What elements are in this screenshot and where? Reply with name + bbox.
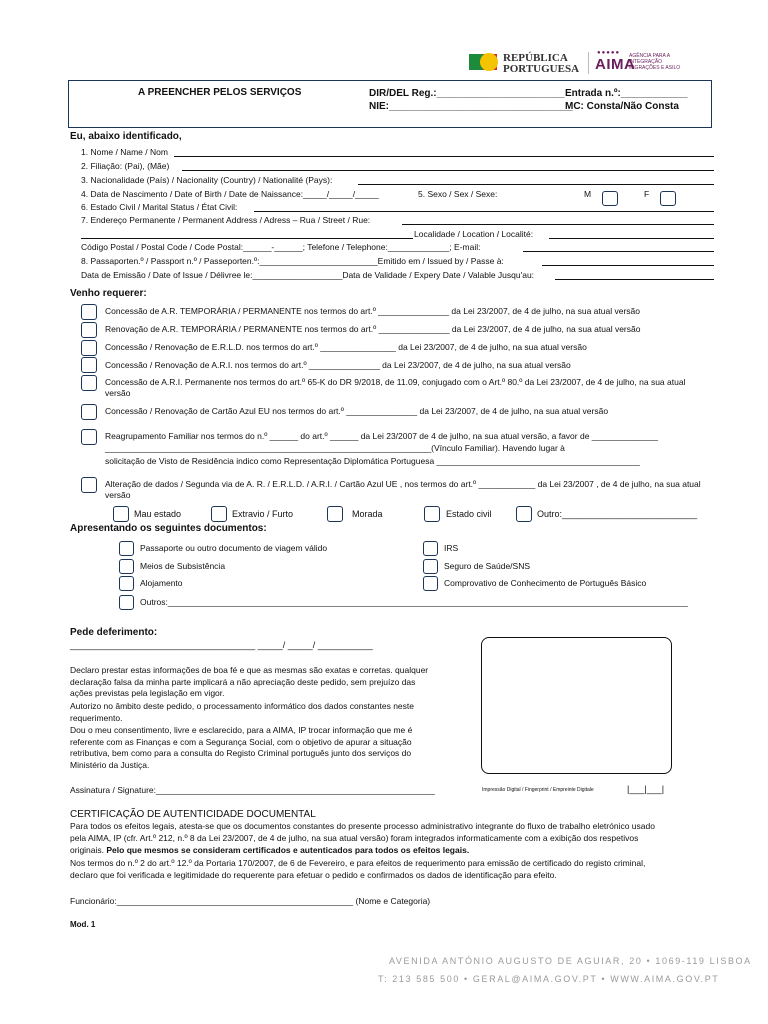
expiry-line[interactable] (555, 279, 714, 280)
footer-address: AVENIDA ANTÓNIO AUGUSTO DE AGUIAR, 20 • 1069-119 LISBOA (389, 956, 752, 966)
doc-passport-label: Passaporte ou outro documento de viagem válido (140, 543, 328, 553)
certification-para1-line1: Para todos os efeitos legais, atesta-se que os documentos constantes do presente processo administrativo integrante do fluxo de trabalho eletrónico usado (70, 821, 655, 831)
doc-passport-checkbox[interactable] (119, 541, 134, 556)
request-checkbox-4[interactable] (81, 357, 97, 373)
sex-label: 5. Sexo / Sex / Sexe: (418, 189, 498, 199)
doc-portugues-label: Comprovativo de Conhecimento de Português Básico (444, 578, 647, 588)
postal-phone-email-label[interactable]: Código Postal / Postal Code / Code Postal:______-______; Telefone / Telephone:_____________; E-mail: (81, 242, 481, 252)
documents-heading: Apresentando os seguintes documentos: (70, 523, 267, 534)
certification-originals: originais. (70, 845, 107, 855)
reagrupamento-checkbox[interactable] (81, 429, 97, 445)
locality-line[interactable] (549, 238, 714, 239)
reason-morada-checkbox[interactable] (327, 506, 343, 522)
address-line-2[interactable] (81, 238, 413, 239)
passport-label[interactable]: 8. Passaporten.º / Passport n.º / Passeporten.º:_________________________Emitido em / Issued by / Passe à: (81, 256, 504, 266)
aima-dots-icon: ●●●●● (597, 50, 621, 56)
republica-line1: REPÚBLICA (503, 52, 568, 64)
doc-subsistencia-label: Meios de Subsistência (140, 561, 226, 571)
filiation-line[interactable] (182, 170, 714, 171)
deferimento-date-line[interactable]: _____________________________________ _____/ _____/ ___________ (70, 640, 373, 650)
logo-divider (588, 52, 589, 74)
alteracao-text[interactable]: Alteração de dados / Segunda via de A. R. / E.R.L.D. / A.R.I. / Cartão Azul UE , nos termos do art.º ____________ da Lei 23/2007 , de 4 de julho, na sua atual versão (105, 479, 701, 500)
sex-m-checkbox[interactable] (602, 191, 618, 206)
doc-alojamento-checkbox[interactable] (119, 576, 134, 591)
certification-para2-line1: Nos termos do n.º 2 do art.º 12.º da Portaria 170/2007, de 6 de Fevereiro, e para efeitos de requerimento para emissão de certificado do registo criminal, (70, 858, 646, 868)
footer-contacts: T: 213 585 500 • GERAL@AIMA.GOV.PT • WWW.AIMA.GOV.PT (378, 974, 720, 984)
doc-outros-checkbox[interactable] (119, 595, 134, 610)
address-label: 7. Endereço Permanente / Permanent Address / Adress – Rua / Street / Rue: (81, 215, 371, 225)
sex-f-label: F (644, 189, 650, 199)
request-checkbox-1[interactable] (81, 304, 97, 320)
request-item-4: Concessão / Renovação de A.R.I. nos termos do art.º _______________ da Lei 23/2007, de 4 de julho, na sua atual versão (105, 360, 571, 370)
entrada-field[interactable]: Entrada n.º:____________ (565, 88, 688, 99)
doc-irs-label: IRS (444, 543, 459, 553)
mod-label: Mod. 1 (70, 920, 96, 929)
reason-outro-checkbox[interactable] (516, 506, 532, 522)
aima-wordmark: AIMA (595, 56, 636, 73)
nie-field[interactable]: NIE:_________________________________ (369, 101, 573, 112)
sex-m-label: M (584, 189, 592, 199)
issue-date-label[interactable]: Data de Emissão / Date of Issue / Délivree le:___________________Data de Validade / Expery Date / Valable Jusqu'au: (81, 270, 535, 280)
aima-tagline-1: AGÊNCIA PARA A (629, 53, 671, 59)
doc-irs-checkbox[interactable] (423, 541, 438, 556)
reason-outro-label[interactable]: Outro:___________________________ (537, 509, 698, 519)
fingerprint-mark: |___|___| (627, 784, 665, 794)
sex-f-checkbox[interactable] (660, 191, 676, 206)
doc-alojamento-label: Alojamento (140, 578, 183, 588)
reason-mau-estado-checkbox[interactable] (113, 506, 129, 522)
request-checkbox-3[interactable] (81, 340, 97, 356)
reason-mau-estado-label: Mau estado (134, 509, 182, 519)
name-label: 1. Nome / Name / Nom (81, 147, 168, 157)
reagrupamento-line-3[interactable]: solicitação de Visto de Residência indico como Representação Diplomática Portuguesa ___________________________________________ (105, 456, 640, 466)
certification-para2-line2: declaro que foi verificada e legitimidade do requerente para efetuar o pedido e confirmados os dados de identificação para efeito. (70, 870, 557, 880)
certification-para1-line3 (70, 845, 469, 855)
request-item-2: Renovação de A.R. TEMPORÁRIA / PERMANENTE nos termos do art.º _______________ da Lei 23/2007, de 4 de julho, na sua atual versão (105, 324, 641, 334)
alteracao-checkbox[interactable] (81, 477, 97, 493)
fingerprint-box[interactable] (481, 637, 672, 774)
certification-para1-line2: pela AIMA, IP (cfr. Art.º 212, n.º 8 da Lei 23/2007, de 4 de julho, na sua atual versão) foram integrados informaticamente com a exibição dos respetivos (70, 833, 639, 843)
reason-estado-civil-label: Estado civil (446, 509, 492, 519)
address-line[interactable] (402, 224, 714, 225)
doc-subsistencia-checkbox[interactable] (119, 559, 134, 574)
doc-portugues-checkbox[interactable] (423, 576, 438, 591)
consent-text: Dou o meu consentimento, livre e esclarecido, para a AIMA, IP trocar informação que me é referente com as Finanças e com a Segurança Social, com o objetivo de apurar a situação retributiva, bem como para a consulta do Registo Criminal português junto dos serviços do Ministério da Justiça. (70, 725, 413, 770)
nationality-label: 3. Nacionalidade (País) / Nacionality (Country) / Nationalité (Pays): (81, 175, 333, 185)
mc-field[interactable]: MC: Consta/Não Consta (565, 101, 679, 112)
aima-tagline-3: MIGRAÇÕES E ASILO (629, 65, 681, 71)
certification-bold-statement: Pelo que mesmos se consideram certificados e autenticados para todos os efeitos legais. (106, 845, 470, 855)
request-item-1: Concessão de A.R. TEMPORÁRIA / PERMANENTE nos termos do art.º _______________ da Lei 23/2007, de 4 de julho, na sua atual versão (105, 306, 640, 316)
declaration-text: Declaro prestar estas informações de boa fé e que as mesmas são exatas e corretas. qualquer declaração falsa da minha parte implicará a não apreciação deste pedido, sem prejuízo das ações previstas pela legislação em vigor. (70, 665, 429, 698)
fingerprint-caption: Impressão Digital / Fingerprint / Empreinte Digitale (482, 787, 594, 793)
certification-heading: CERTIFICAÇÃO DE AUTENTICIDADE DOCUMENTAL (70, 809, 316, 820)
birthdate-label[interactable]: 4. Data de Nascimento / Date of Birth / Date de Naissance:_____/_____/_____ (81, 189, 379, 199)
filiation-label: 2. Filiação: (Pai), (Mãe) (81, 161, 170, 171)
name-line[interactable] (174, 156, 714, 157)
marital-status-line[interactable] (254, 211, 714, 212)
signature-field[interactable]: Assinatura / Signature:___________________________________________________________ (70, 785, 435, 795)
aima-tagline-2: INTEGRAÇÃO (629, 59, 663, 65)
marital-status-label: 6. Estado Civil / Marital Status / État Civil: (81, 202, 238, 212)
issued-by-line[interactable] (542, 265, 714, 266)
request-item-5: Concessão de A.R.I. Permanente nos termos do art.º 65-K do DR 9/2018, de 11.09, conjugado com o Art.º 80.º da Lei 23/2007, de 4 de julho, na sua atual versão (105, 377, 686, 398)
nationality-line[interactable] (358, 184, 714, 185)
request-checkbox-2[interactable] (81, 322, 97, 338)
flag-sphere-icon (480, 53, 498, 71)
dir-del-field[interactable]: DIR/DEL Reg.:_______________________ (369, 88, 565, 99)
reason-extravio-checkbox[interactable] (211, 506, 227, 522)
reagrupamento-line-2[interactable]: _____________________________________________________________________(Vínculo Familiar). Havendo lugar à (105, 443, 565, 453)
reason-estado-civil-checkbox[interactable] (424, 506, 440, 522)
reason-extravio-label: Extravio / Furto (232, 509, 294, 519)
reason-morada-label: Morada (352, 509, 383, 519)
funcionario-field[interactable]: Funcionário:__________________________________________________ (Nome e Categoria) (70, 896, 431, 906)
request-item-3: Concessão / Renovação de E.R.L.D. nos termos do art.º ________________ da Lei 23/2007, de 4 de julho, na sua atual versão (105, 342, 587, 352)
doc-seguro-checkbox[interactable] (423, 559, 438, 574)
authorization-text: Autorizo no âmbito deste pedido, o processamento informático dos dados constantes neste requerimento. (70, 701, 414, 723)
doc-outros-label[interactable]: Outros:______________________________________________________________________________________________________________ (140, 597, 688, 607)
request-checkbox-5[interactable] (81, 375, 97, 391)
deferimento-heading: Pede deferimento: (70, 627, 158, 638)
doc-seguro-label: Seguro de Saúde/SNS (444, 561, 531, 571)
republica-line2: PORTUGUESA (503, 63, 580, 75)
request-checkbox-6[interactable] (81, 404, 97, 420)
request-item-6: Concessão / Renovação de Cartão Azul EU nos termos do art.º _______________ da Lei 23/2007, de 4 de julho, na sua atual versão (105, 406, 609, 416)
locality-label: Localidade / Location / Localité: (414, 229, 534, 239)
request-heading: Venho requerer: (70, 288, 147, 299)
identification-heading: Eu, abaixo identificado, (70, 131, 182, 142)
email-line[interactable] (523, 251, 714, 252)
reagrupamento-line-1[interactable]: Reagrupamento Familiar nos termos do n.º ______ do art.º ______ da Lei 23/2007 de 4 de julho, na sua atual versão, a favor de ______________ (105, 431, 658, 441)
services-title: A PREENCHER PELOS SERVIÇOS (138, 87, 302, 98)
